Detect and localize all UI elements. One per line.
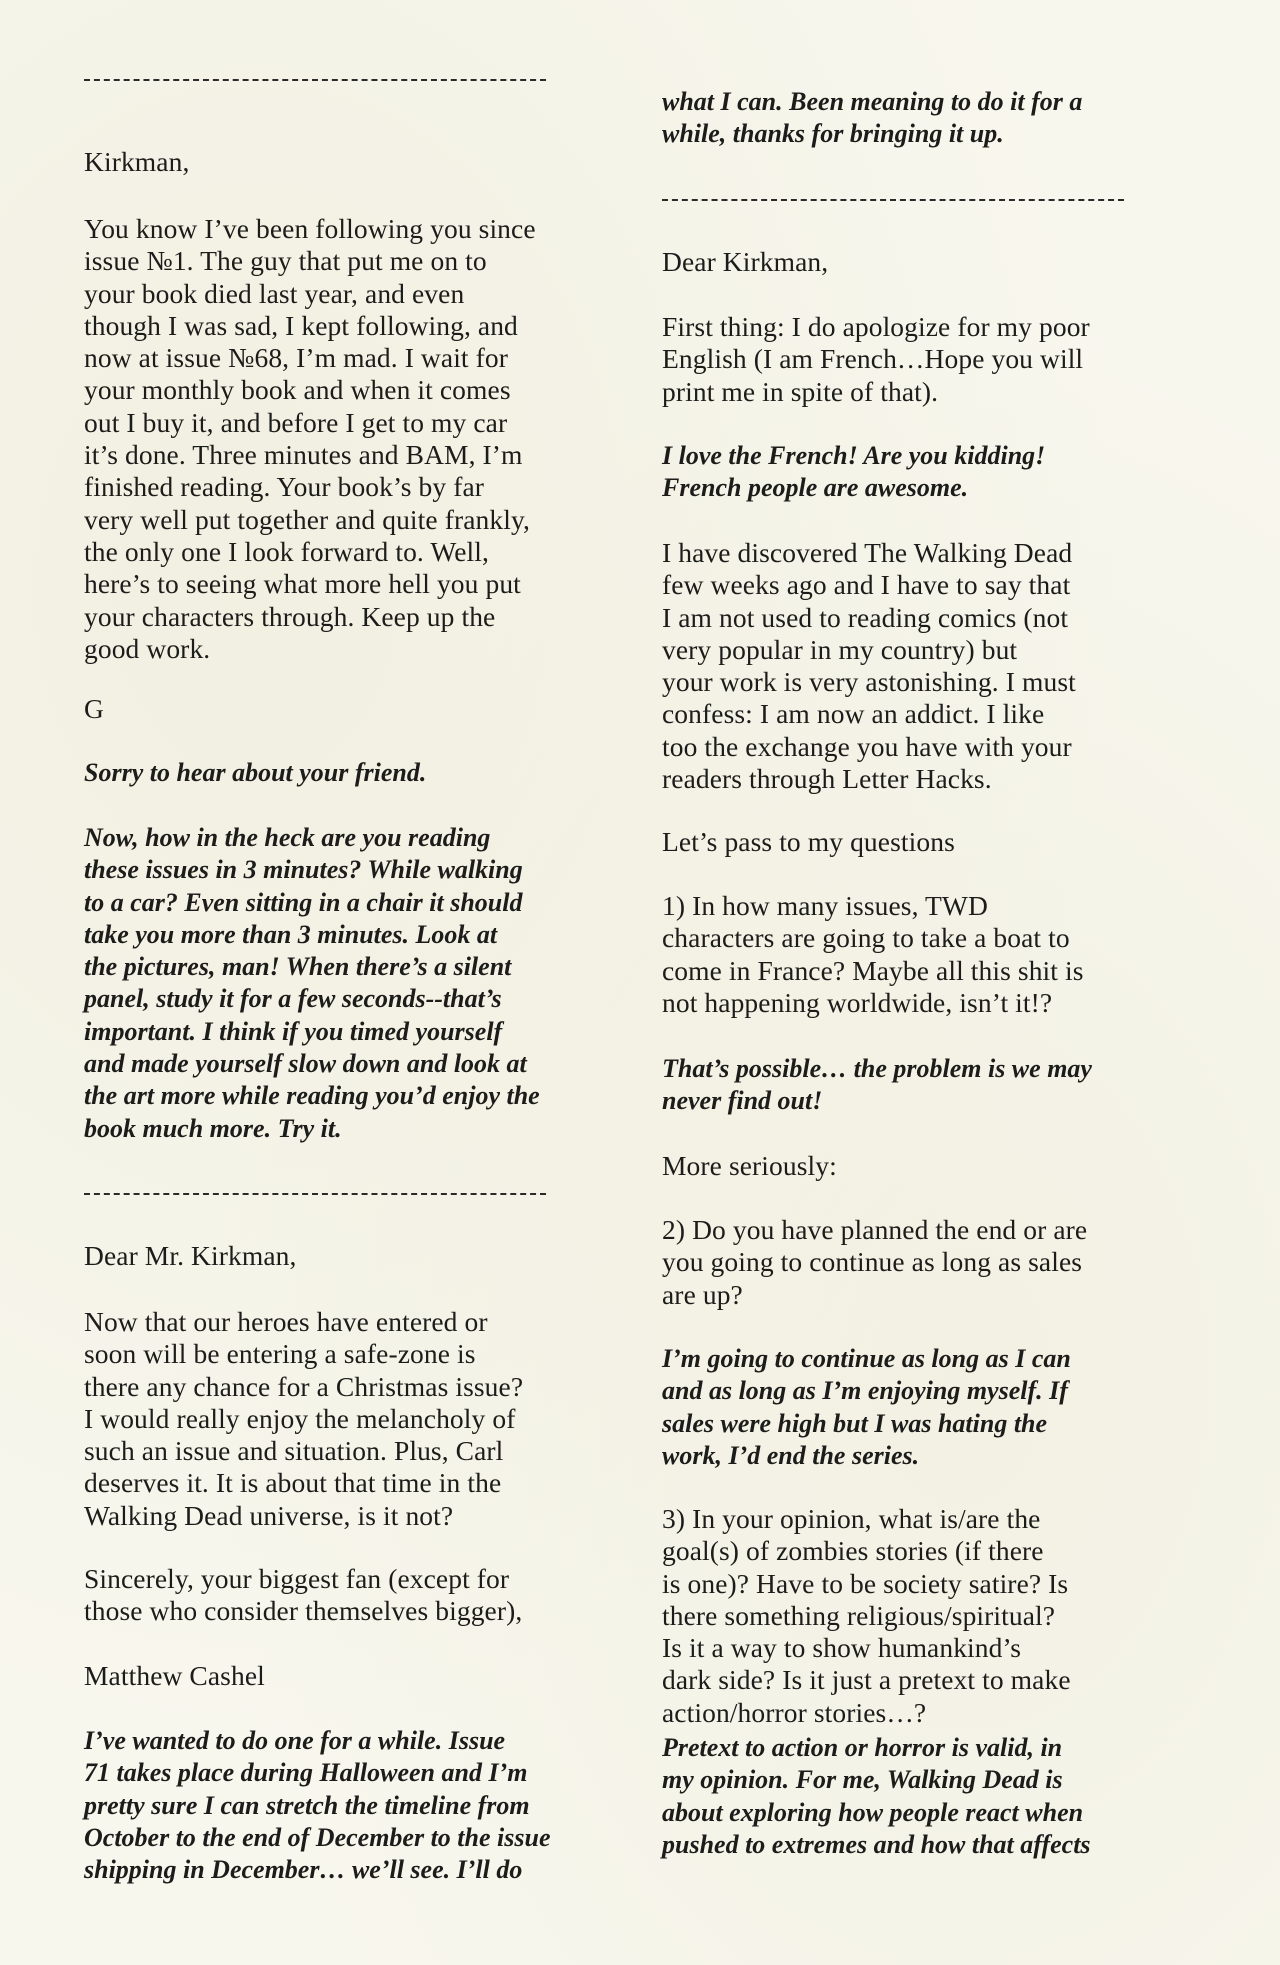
letter1-reply-condolence: Sorry to hear about your friend. — [84, 758, 427, 787]
letter3-discovery: I have discovered The Walking Dead few weeks ago and I have to say that I am not used to reading comics (not very popular in my country) but your work is very astonishing. I must confess: I am now an addict. I like too the exchange you have with your readers through Letter Hacks. — [662, 537, 1076, 795]
letter1-salutation: Kirkman, — [84, 146, 190, 177]
letter1-signature: G — [84, 693, 104, 724]
letter1-reply: Now, how in the heck are you reading these issues in 3 minutes? While walking to a car? Even sitting in a chair it should take you more than 3 minutes. Look at the pictures, man! When there’s a silent panel, study it for a few seconds--that’s important. I think if you timed yourself and made yourself slow down and look at the art more while reading you’d enjoy the book much more. Try it. — [84, 823, 540, 1143]
letter1-body: You know I’ve been following you since issue №1. The guy that put me on to your book died last year, and even though I was sad, I kept following, and now at issue №68, I’m mad. I wait for your monthly book and when it comes out I buy it, and before I get to my car it’s done. Three minutes and BAM, I’m finished reading. Your book’s by far very well put together and quite frankly, the only one I look forward to. Well, here’s to seeing what more hell you put your characters through. Keep up the good work. — [84, 213, 536, 664]
letter-separator — [662, 199, 1124, 201]
letter-separator — [84, 79, 546, 81]
letter2-signature: Matthew Cashel — [84, 1660, 265, 1691]
letter3-question-3: 3) In your opinion, what is/are the goal(s) of zombies stories (if there is one)? Have to be society satire? Is there something religious/spiritual? Is it a way to show humankind’s dark side? Is it just a pretext to make action/horror stories…? — [662, 1503, 1071, 1728]
letter-separator — [84, 1193, 546, 1195]
letter3-reply-question-2: I’m going to continue as long as I can and as long as I’m enjoying myself. If sales were high but I was hating the work, I’d end the series. — [662, 1344, 1071, 1470]
letter3-question-1: 1) In how many issues, TWD characters are going to take a boat to come in France? Maybe all this shit is not happening worldwide, isn’t it!? — [662, 890, 1084, 1018]
letter3-reply-french: I love the French! Are you kidding! French people are awesome. — [662, 441, 1046, 503]
letter3-reply-question-3: Pretext to action or horror is valid, in my opinion. For me, Walking Dead is about exploring how people react when pushed to extremes and how that affects — [662, 1733, 1091, 1859]
letter2-body: Now that our heroes have entered or soon will be entering a safe-zone is there any chance for a Christmas issue? I would really enjoy the melancholy of such an issue and situation. Plus, Carl deserves it. It is about that time in the Walking Dead universe, is it not? — [84, 1306, 524, 1531]
letter2-reply-continued: what I can. Been meaning to do it for a while, thanks for bringing it up. — [662, 87, 1083, 149]
letter3-salutation: Dear Kirkman, — [662, 246, 829, 277]
letter3-questions-intro: Let’s pass to my questions — [662, 826, 955, 857]
letter2-closing: Sincerely, your biggest fan (except for those who consider themselves bigger), — [84, 1563, 523, 1627]
letter2-salutation: Dear Mr. Kirkman, — [84, 1240, 297, 1271]
letter3-more-seriously: More seriously: — [662, 1150, 837, 1181]
letter2-reply: I’ve wanted to do one for a while. Issue 71 takes place during Halloween and I’m pretty sure I can stretch the timeline from October to the end of December to the issue shipping in December… we’ll see. I’ll do — [84, 1726, 551, 1885]
letter3-reply-question-1: That’s possible… the problem is we may never find out! — [662, 1054, 1092, 1116]
letter3-question-2: 2) Do you have planned the end or are you going to continue as long as sales are up? — [662, 1214, 1088, 1310]
letter3-apology: First thing: I do apologize for my poor English (I am French…Hope you will print me in spite of that). — [662, 311, 1090, 407]
